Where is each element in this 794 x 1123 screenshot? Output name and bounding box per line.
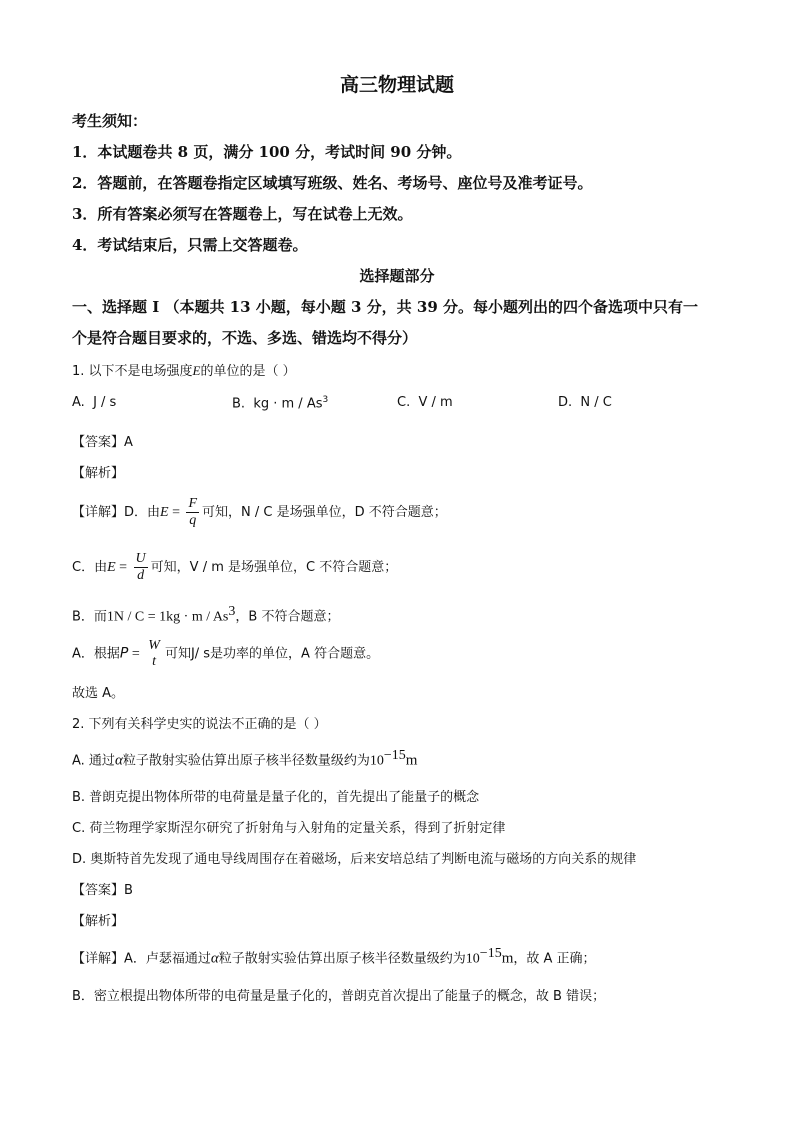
q2-option-a-pre: A. 通过 xyxy=(72,753,115,769)
q1-detail-c-fraction xyxy=(134,551,148,584)
part-intro-line-1: 一、选择题 I （本题共 13 小题，每小题 3 分，共 39 分。每小题列出的四个备选项中只有一 xyxy=(72,298,698,316)
q2-detail-a-unit: m xyxy=(501,950,514,967)
q1-detail-b-sup: 3 xyxy=(228,604,236,619)
q2-stem: 2. 下列有关科学史实的说法不正确的是（ ） xyxy=(72,717,327,732)
q2-detail-a-post: ，故 A 正确； xyxy=(513,951,596,967)
q1-option-c-label: C. xyxy=(397,395,411,410)
q2-option-a-pow: 10 xyxy=(369,753,384,769)
q1-detail-a-pre: A．根据 xyxy=(72,646,120,662)
q2-option-c: C. 荷兰物理学家斯涅尔研究了折射角与入射角的定量关系，得到了折射定律 xyxy=(72,821,506,836)
fraction-numerator: U xyxy=(135,551,146,566)
q1-detail-d-fraction xyxy=(186,496,199,529)
q1-detail-a-lhs: P xyxy=(119,645,129,662)
alpha-symbol: α xyxy=(114,752,123,769)
part-intro-line-2: 个是符合题目要求的，不选、多选、错选均不得分） xyxy=(72,329,418,347)
q1-detail-d: 【详解】D．由E = $\frac{F}{q}$ 可知，N / C 是场强单位，D 不符合题意； xyxy=(72,496,447,528)
fraction-denominator: q xyxy=(189,513,197,528)
fraction-denominator: t xyxy=(152,654,157,669)
q1-detail-b xyxy=(72,604,339,625)
q1-stem-b: 的单位的是（ ） xyxy=(200,364,296,379)
q1-detail-a: A．根据P = W t 可知J/ s是功率的单位，A 符合题意。 xyxy=(72,638,380,669)
notice-item-2: 2．答题前，在答题卷指定区域填写班级、姓名、考场号、座位号及准考证号。 xyxy=(72,174,593,192)
q1-stem xyxy=(72,360,296,379)
q2-option-a xyxy=(72,748,417,769)
q2-option-b: B. 普朗克提出物体所带的电荷量是量子化的，首先提出了能量子的概念 xyxy=(72,790,480,805)
q2-detail-a xyxy=(72,946,596,967)
q1-option-c xyxy=(397,395,453,410)
q1-detail-a-fraction xyxy=(146,638,162,670)
q1-answer: 【答案】A xyxy=(72,435,133,450)
q1-option-b-text: kg · m / As xyxy=(253,396,323,412)
q1-detail-d-post: 可知，N / C 是场强单位，D 不符合题意； xyxy=(202,505,447,520)
q1-option-d xyxy=(558,395,612,410)
q2-option-a-mid: 粒子散射实验估算出原子核半径数量级约为 xyxy=(122,753,370,769)
q1-option-a-label: A. xyxy=(72,395,85,410)
q1-option-d-label: D. xyxy=(558,395,573,410)
q1-option-b-sup: 3 xyxy=(322,395,329,405)
q2-detail-a-mid: 粒子散射实验估算出原子核半径数量级约为 xyxy=(218,951,466,967)
q1-option-a xyxy=(72,395,116,410)
q1-stem-var: E xyxy=(192,363,201,378)
q1-option-a-text: J / s xyxy=(93,395,117,410)
page-title: 高三物理试题 xyxy=(339,74,454,96)
section-title: 选择题部分 xyxy=(359,267,435,285)
notice-item-4: 4．考试结束后，只需上交答题卷。 xyxy=(72,236,308,254)
fraction-denominator: d xyxy=(137,568,145,583)
q1-detail-c-pre: C．由 xyxy=(72,560,108,575)
notice-heading: 考生须知： xyxy=(72,112,148,130)
q2-option-d: D. 奥斯特首先发现了通电导线周围存在着磁场，后来安培总结了判断电流与磁场的方向关系的规律 xyxy=(72,852,637,867)
q2-detail-a-exp: −15 xyxy=(479,946,502,961)
q2-option-a-unit: m xyxy=(405,752,418,769)
q1-detail-d-lhs: E xyxy=(160,505,169,520)
q1-detail-c-post: 可知，V / m 是场强单位，C 不符合题意； xyxy=(150,560,398,575)
q1-detail-c: C．由E = $\frac{U}{d}$ 可知，V / m 是场强单位，C 不符合题意； xyxy=(72,551,398,583)
q1-option-b xyxy=(232,395,328,411)
q2-option-a-exp: −15 xyxy=(383,748,406,763)
q1-detail-c-lhs: E xyxy=(107,560,116,575)
q1-analysis-label: 【解析】 xyxy=(72,466,125,481)
q2-detail-a-pow: 10 xyxy=(465,951,480,967)
q2-answer: 【答案】B xyxy=(72,883,133,898)
q1-conclusion: 故选 A。 xyxy=(72,686,125,701)
q1-stem-a: 1. 以下不是电场强度 xyxy=(72,364,193,379)
q1-detail-b-post: ，B 不符合题意； xyxy=(235,609,340,625)
q2-detail-a-pre: 【详解】A．卢瑟福通过 xyxy=(72,951,211,967)
q1-detail-d-pre: 【详解】D．由 xyxy=(72,505,161,520)
alpha-symbol: α xyxy=(210,950,219,967)
q1-option-d-text: N / C xyxy=(580,395,612,410)
notice-item-3: 3．所有答案必须写在答题卷上，写在试卷上无效。 xyxy=(72,205,413,223)
q1-options xyxy=(72,395,722,415)
q1-detail-b-pre: B．而 xyxy=(72,609,107,625)
q2-detail-b: B．密立根提出物体所带的电荷量是量子化的，普朗克首次提出了能量子的概念，故 B 错误； xyxy=(72,989,606,1004)
q2-analysis-label: 【解析】 xyxy=(72,914,125,929)
q1-detail-a-post: 可知J/ s是功率的单位，A 符合题意。 xyxy=(164,646,380,662)
q1-option-c-text: V / m xyxy=(418,395,453,410)
notice-item-1: 1．本试题卷共 8 页，满分 100 分，考试时间 90 分钟。 xyxy=(72,143,462,161)
fraction-numerator: F xyxy=(188,496,198,511)
fraction-numerator: W xyxy=(148,638,160,653)
q1-detail-b-expr: 1N / C = 1kg · m / As xyxy=(106,609,229,625)
q1-option-b-label: B. xyxy=(232,396,246,412)
